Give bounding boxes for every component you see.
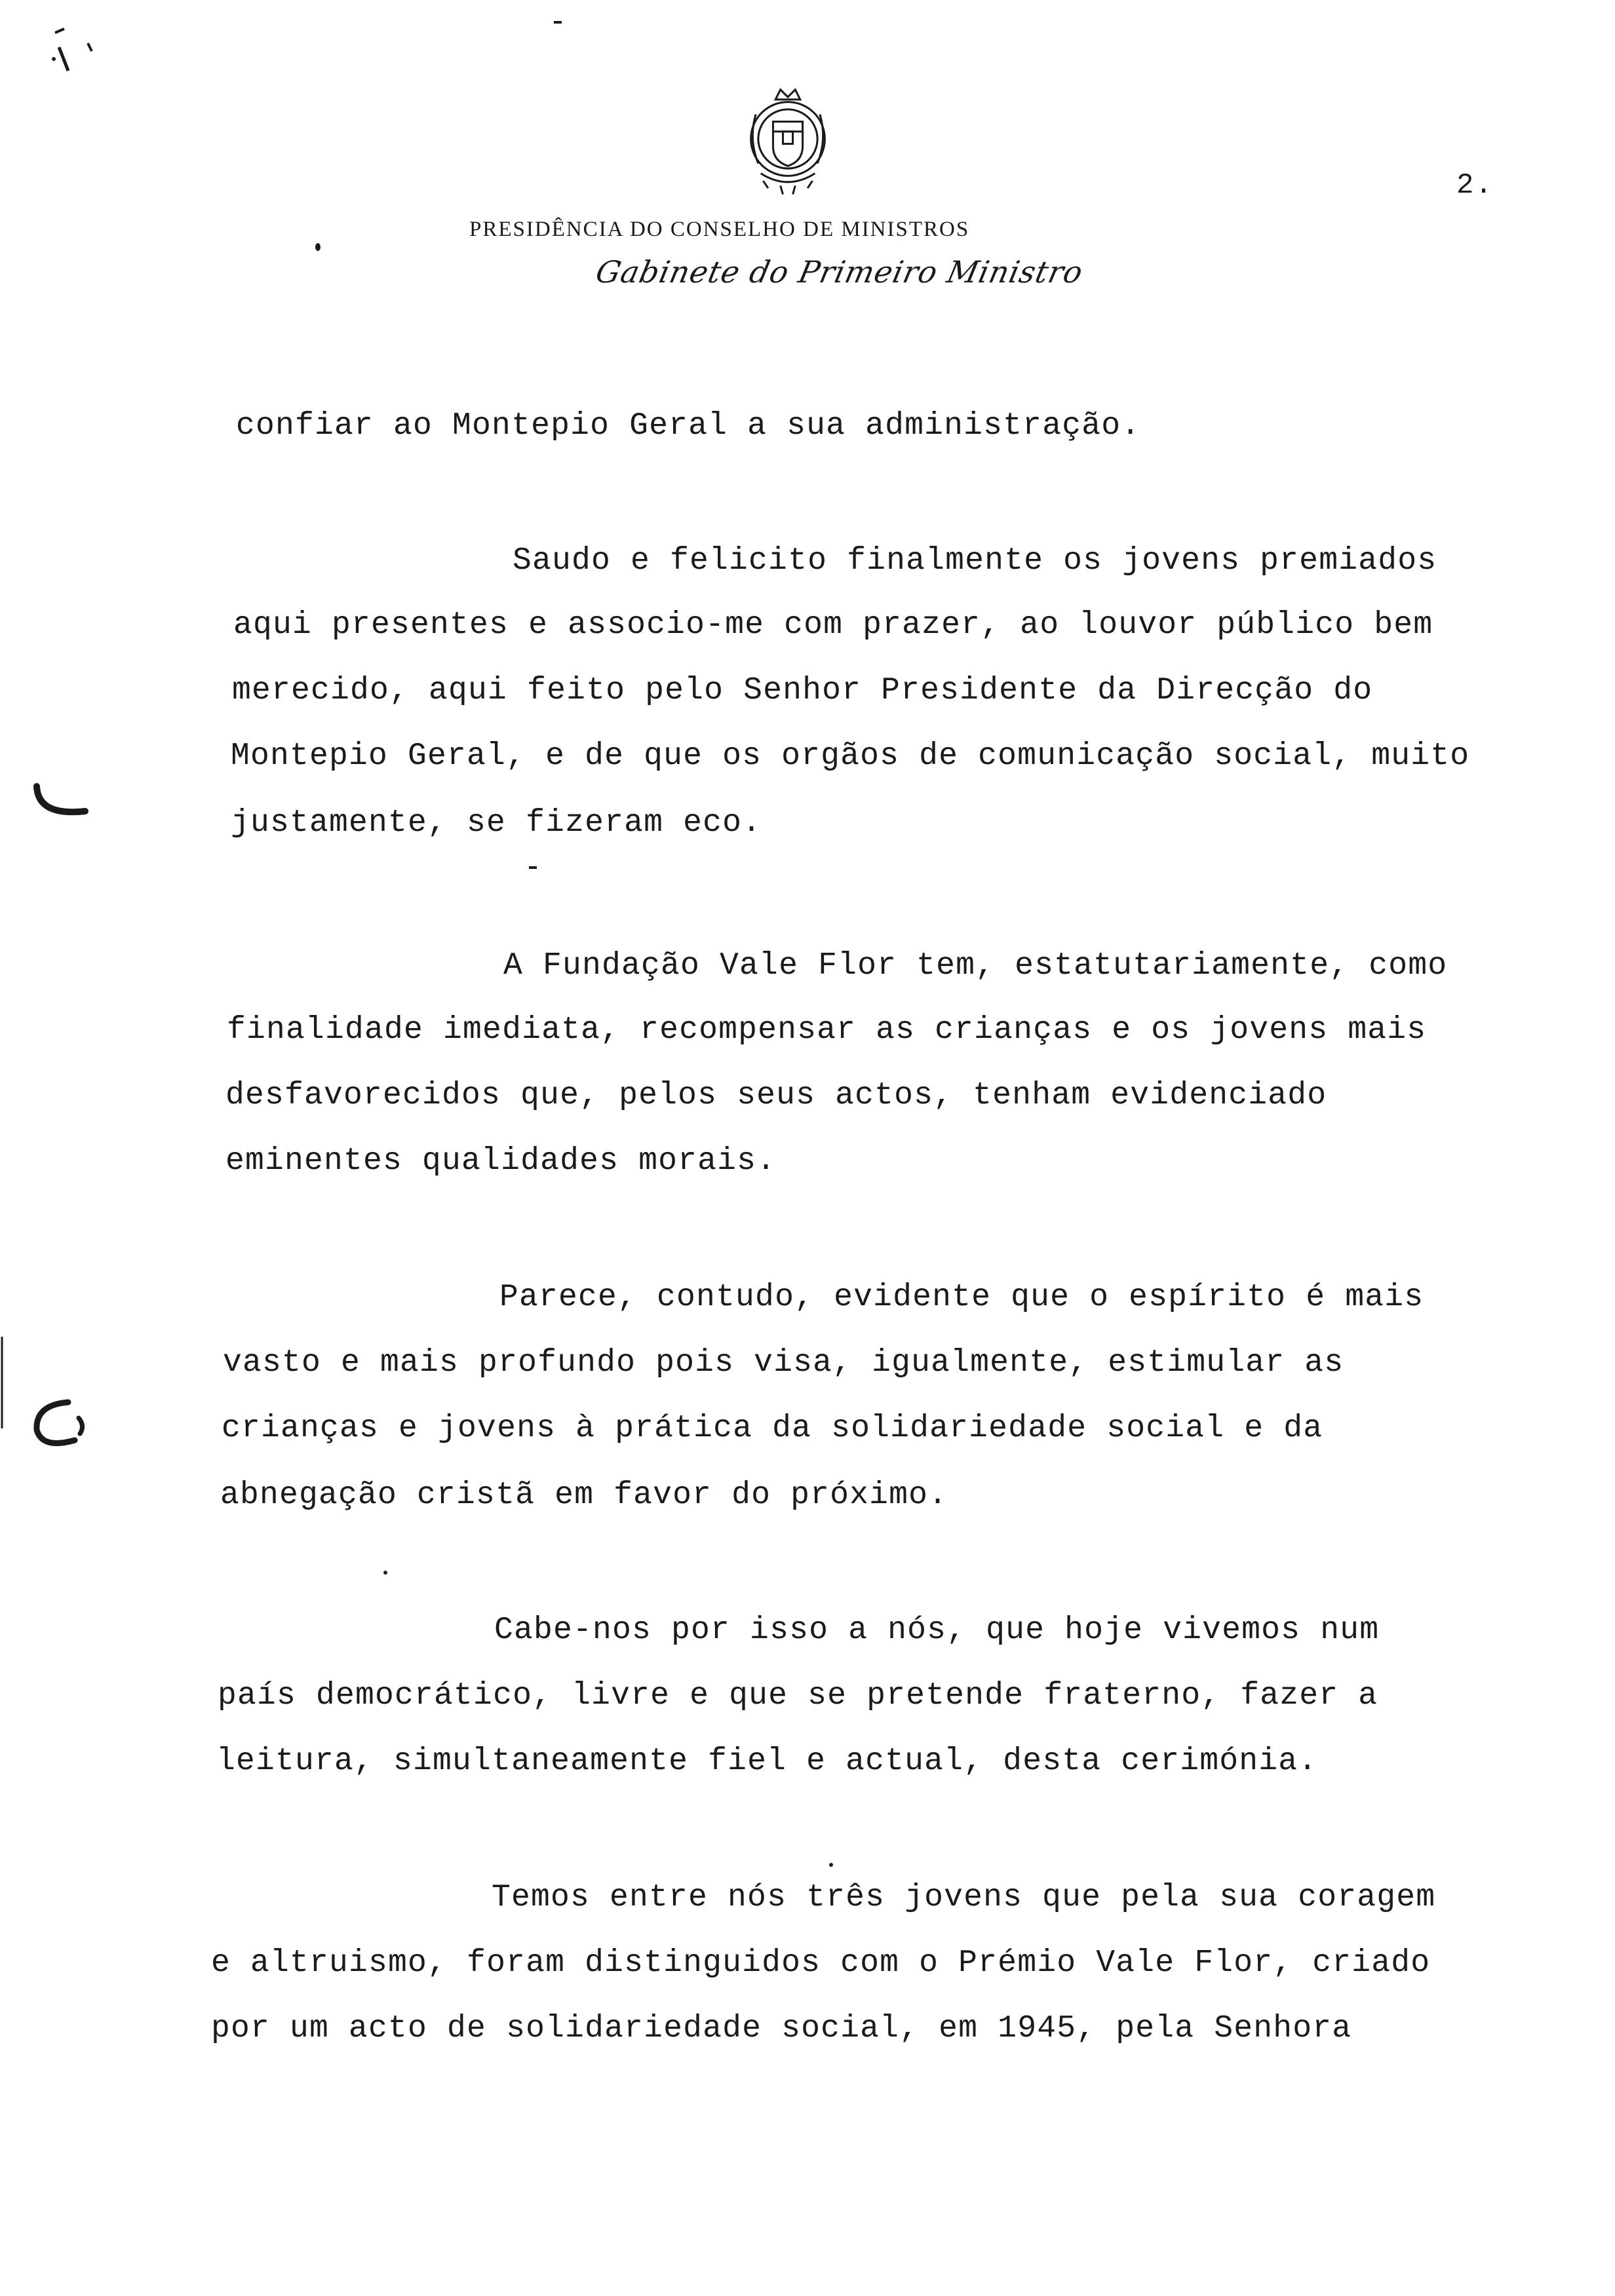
body-line: A Fundação Vale Flor tem, estatutariamente, como: [503, 948, 1448, 984]
page-number: 2.: [1456, 169, 1494, 202]
body-line: finalidade imediata, recompensar as crianças e os jovens mais: [227, 1012, 1427, 1048]
body-line: e altruismo, foram distinguidos com o Prémio Vale Flor, criado: [211, 1945, 1431, 1981]
body-line: abnegação cristã em favor do próximo.: [220, 1478, 948, 1513]
speck-mark: [553, 20, 562, 25]
body-line: merecido, aqui feito pelo Senhor Presidente da Direcção do: [232, 673, 1373, 708]
body-line: Temos entre nós três jovens que pela sua coragem: [492, 1880, 1436, 1915]
body-line: justamente, se fizeram eco.: [231, 805, 762, 841]
coat-of-arms-emblem: [726, 77, 849, 201]
speck-mark: [383, 1570, 388, 1575]
speck-mark: [313, 241, 322, 253]
body-line: aqui presentes e associo-me com prazer, ao louvor público bem: [233, 607, 1433, 643]
body-line: desfavorecidos que, pelos seus actos, tenham evidenciado: [225, 1078, 1327, 1113]
body-line: por um acto de solidariedade social, em 1945, pela Senhora: [211, 2011, 1352, 2046]
body-line: vasto e mais profundo pois visa, igualmente, estimular as: [223, 1345, 1344, 1381]
body-line: Parece, contudo, evidente que o espírito é mais: [499, 1280, 1424, 1315]
body-line: crianças e jovens à prática da solidariedade social e da: [222, 1411, 1323, 1446]
speck-mark: [828, 1862, 834, 1867]
body-line: leitura, simultaneamente fiel e actual, desta cerimónia.: [216, 1744, 1318, 1779]
body-line: eminentes qualidades morais.: [225, 1143, 777, 1179]
corner-speck-mark: [42, 20, 114, 92]
body-line: país democrático, livre e que se pretende fraterno, fazer a: [218, 1678, 1378, 1713]
body-line: Cabe-nos por isso a nós, que hoje vivemos num: [494, 1613, 1380, 1648]
speck-mark: [528, 865, 537, 870]
body-line: confiar ao Montepio Geral a sua administração.: [236, 408, 1141, 444]
punch-hole-mark: [22, 1389, 101, 1461]
punch-hole-mark: [25, 773, 97, 832]
organization-name: PRESIDÊNCIA DO CONSELHO DE MINISTROS: [469, 218, 970, 241]
office-name: Gabinete do Primeiro Ministro: [593, 254, 1087, 290]
body-line: Montepio Geral, e de que os orgãos de comunicação social, muito: [231, 738, 1470, 774]
body-line: Saudo e felicito finalmente os jovens premiados: [513, 543, 1437, 579]
margin-line-mark: [0, 1337, 5, 1428]
